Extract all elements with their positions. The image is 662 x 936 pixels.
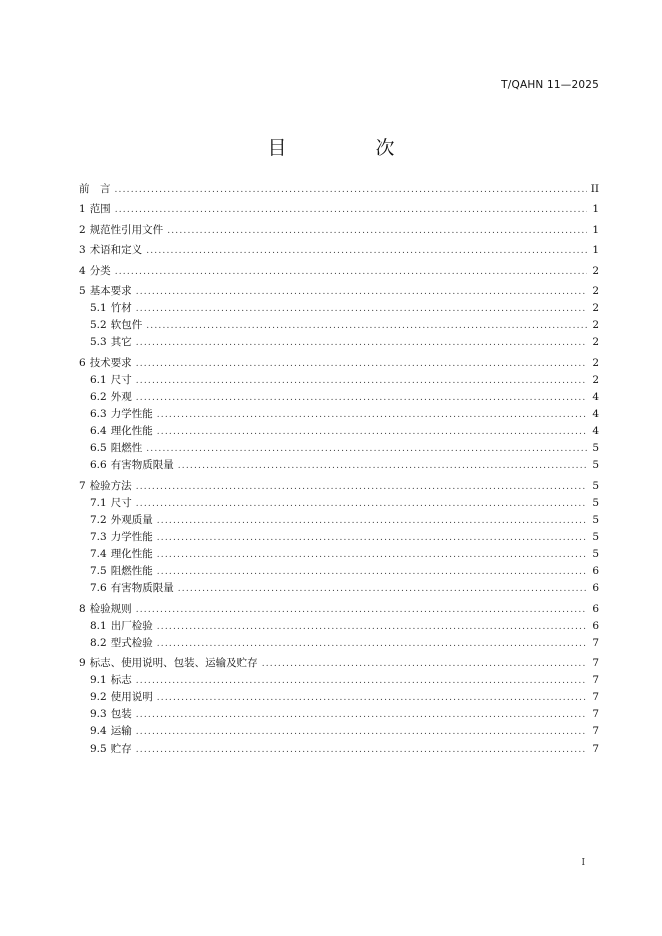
toc-page-number: 6 bbox=[592, 565, 599, 578]
toc-subentry[interactable] bbox=[79, 689, 599, 706]
toc-entry-number: 3 bbox=[79, 244, 86, 257]
toc-entry-number: 7.2 bbox=[90, 513, 107, 526]
toc-entry-title: 阻燃性 bbox=[110, 442, 143, 455]
toc-entry-label bbox=[79, 181, 111, 198]
toc-subentry[interactable] bbox=[79, 389, 599, 406]
toc-page-number: 4 bbox=[592, 390, 599, 403]
toc-entry-number: 6.6 bbox=[90, 459, 107, 472]
toc-entry-number: 7.1 bbox=[90, 496, 107, 509]
toc-page-number: 6 bbox=[592, 582, 599, 595]
toc-subentry[interactable] bbox=[79, 706, 599, 723]
toc-subentry[interactable] bbox=[79, 618, 599, 635]
toc-entry-label bbox=[79, 201, 111, 218]
toc-page-number: 5 bbox=[592, 513, 599, 526]
toc-page-number: 6 bbox=[592, 619, 599, 632]
toc-entry-label bbox=[79, 440, 142, 457]
toc-entry-label bbox=[79, 423, 153, 440]
toc-entry-number: 8 bbox=[79, 602, 86, 615]
dot-leader bbox=[136, 602, 587, 619]
toc-entry-label bbox=[79, 389, 132, 406]
toc-entry-label bbox=[79, 300, 132, 317]
toc-entry-label bbox=[79, 618, 153, 635]
toc-page-number: 1 bbox=[592, 244, 599, 257]
toc-subentry[interactable] bbox=[79, 457, 599, 474]
dot-leader bbox=[167, 223, 587, 240]
dot-leader bbox=[136, 707, 587, 724]
toc-page-number: 2 bbox=[592, 319, 599, 332]
toc-entry-label bbox=[79, 263, 111, 280]
toc-entry-label bbox=[79, 723, 132, 740]
toc-entry[interactable] bbox=[79, 478, 599, 495]
toc-page-number: 5 bbox=[592, 459, 599, 472]
toc-subentry[interactable] bbox=[79, 512, 599, 529]
toc-subentry[interactable] bbox=[79, 723, 599, 740]
toc-entry-number: 1 bbox=[79, 203, 86, 216]
dot-leader bbox=[136, 284, 587, 301]
toc-entry-title: 力学性能 bbox=[110, 530, 153, 543]
toc-entry-number: 7 bbox=[79, 479, 86, 492]
toc-subentry[interactable] bbox=[79, 317, 599, 334]
toc-subentry[interactable] bbox=[79, 635, 599, 652]
toc-entry-number: 8.1 bbox=[90, 619, 107, 632]
dot-leader bbox=[157, 690, 587, 707]
dot-leader bbox=[157, 513, 587, 530]
dot-leader bbox=[157, 564, 587, 581]
toc-page-number: 5 bbox=[592, 496, 599, 509]
dot-leader bbox=[136, 742, 587, 759]
toc-entry-title: 标志 bbox=[110, 674, 132, 687]
dot-leader bbox=[136, 373, 587, 390]
toc-entry-number: 7.5 bbox=[90, 565, 107, 578]
toc-entry-number: 6.5 bbox=[90, 442, 107, 455]
toc-page-number: 5 bbox=[592, 547, 599, 560]
toc-entry-label bbox=[79, 512, 153, 529]
toc-entry-label bbox=[79, 242, 142, 259]
toc-subentry[interactable] bbox=[79, 563, 599, 580]
toc-entry-title: 运输 bbox=[110, 725, 132, 738]
toc-entry-title: 理化性能 bbox=[110, 547, 153, 560]
toc-entry-number: 9 bbox=[79, 657, 86, 670]
dot-leader bbox=[115, 202, 587, 219]
toc-entry-title: 尺寸 bbox=[110, 373, 132, 386]
toc-entry[interactable] bbox=[79, 242, 599, 259]
dot-leader bbox=[136, 356, 587, 373]
toc-entry-title: 使用说明 bbox=[110, 691, 153, 704]
dot-leader bbox=[146, 441, 587, 458]
toc-page-number: 2 bbox=[592, 284, 599, 297]
toc-page-number: 2 bbox=[592, 373, 599, 386]
dot-leader bbox=[136, 335, 587, 352]
toc-entry-title: 理化性能 bbox=[110, 425, 153, 437]
toc-entry-title: 竹材 bbox=[110, 302, 132, 315]
toc-entry-title: 前 言 bbox=[79, 183, 111, 195]
toc-entry-number: 7.4 bbox=[90, 547, 107, 560]
toc-page-number: 5 bbox=[592, 442, 599, 455]
toc-entry-number: 8.2 bbox=[90, 636, 107, 649]
toc-entry-label bbox=[79, 706, 132, 723]
toc-page-number: 4 bbox=[592, 407, 599, 420]
toc-entry[interactable] bbox=[79, 222, 599, 239]
toc-entry-title: 术语和定义 bbox=[89, 244, 143, 257]
toc-entry-title: 贮存 bbox=[110, 742, 132, 755]
dot-leader bbox=[157, 547, 587, 564]
toc-page-number: 1 bbox=[592, 203, 599, 216]
toc-entry-title: 其它 bbox=[110, 336, 132, 349]
toc-subentry[interactable] bbox=[79, 672, 599, 689]
toc-entry-number: 6 bbox=[79, 356, 86, 369]
toc-entry-title: 力学性能 bbox=[110, 407, 153, 420]
toc-entry[interactable] bbox=[79, 283, 599, 300]
toc-entry-title: 规范性引用文件 bbox=[89, 223, 164, 236]
dot-leader bbox=[157, 530, 587, 547]
toc-subentry[interactable] bbox=[79, 546, 599, 563]
toc-page-number: 2 bbox=[592, 264, 599, 277]
toc-entry-title: 有害物质限量 bbox=[110, 582, 174, 595]
toc-page-number: 7 bbox=[592, 636, 599, 649]
toc-entry-number: 9.4 bbox=[90, 725, 107, 738]
toc-subentry[interactable] bbox=[79, 406, 599, 423]
toc-entry-title: 范围 bbox=[89, 203, 111, 216]
toc-subentry[interactable] bbox=[79, 372, 599, 389]
toc-entry-label bbox=[79, 222, 163, 239]
toc-entry-title: 基本要求 bbox=[89, 284, 132, 297]
toc-page-number: 2 bbox=[592, 336, 599, 349]
toc-page-number: 2 bbox=[592, 302, 599, 315]
dot-leader bbox=[115, 264, 587, 281]
table-of-contents bbox=[79, 181, 599, 758]
toc-entry-number: 6.1 bbox=[90, 373, 107, 386]
toc-page-number: 7 bbox=[592, 725, 599, 738]
toc-entry-label bbox=[79, 317, 142, 334]
dot-leader bbox=[178, 458, 587, 475]
toc-entry-title: 技术要求 bbox=[89, 356, 132, 369]
toc-entry[interactable] bbox=[79, 601, 599, 618]
toc-subentry[interactable] bbox=[79, 741, 599, 758]
toc-entry-label bbox=[79, 283, 132, 300]
toc-entry-title: 分类 bbox=[89, 264, 111, 277]
toc-entry-label bbox=[79, 529, 153, 546]
toc-subentry[interactable] bbox=[79, 495, 599, 512]
dot-leader bbox=[136, 479, 587, 496]
toc-entry-number: 9.3 bbox=[90, 708, 107, 721]
toc-page-number: II bbox=[590, 183, 599, 195]
toc-entry[interactable] bbox=[79, 355, 599, 372]
toc-entry-label bbox=[79, 406, 153, 423]
toc-entry-label bbox=[79, 546, 153, 563]
toc-subentry[interactable] bbox=[79, 529, 599, 546]
dot-leader bbox=[136, 390, 587, 407]
toc-entry-title: 检验规则 bbox=[89, 602, 132, 615]
toc-entry-label bbox=[79, 478, 132, 495]
toc-page-number: 7 bbox=[592, 708, 599, 721]
toc-entry-title: 有害物质限量 bbox=[110, 459, 174, 472]
dot-leader bbox=[136, 724, 587, 741]
dot-leader bbox=[146, 318, 587, 335]
toc-entry-number: 4 bbox=[79, 264, 86, 277]
toc-page-number: 2 bbox=[592, 356, 599, 369]
toc-entry[interactable] bbox=[79, 263, 599, 280]
toc-entry[interactable] bbox=[79, 655, 599, 672]
toc-subentry[interactable] bbox=[79, 334, 599, 351]
toc-entry-label bbox=[79, 334, 132, 351]
dot-leader bbox=[262, 656, 587, 673]
toc-entry-label bbox=[79, 580, 174, 597]
toc-entry-title: 尺寸 bbox=[110, 496, 132, 509]
dot-leader bbox=[157, 424, 587, 441]
toc-page-number: 6 bbox=[592, 602, 599, 615]
toc-entry-number: 5.1 bbox=[90, 302, 107, 315]
dot-leader bbox=[157, 619, 587, 636]
toc-entry-label bbox=[79, 672, 132, 689]
toc-entry-title: 型式检验 bbox=[110, 636, 153, 649]
toc-entry-number: 6.3 bbox=[90, 407, 107, 420]
toc-entry-number: 5.2 bbox=[90, 319, 107, 332]
toc-entry[interactable] bbox=[79, 201, 599, 218]
toc-subentry[interactable] bbox=[79, 440, 599, 457]
toc-entry-number: 2 bbox=[79, 223, 86, 236]
toc-subentry[interactable] bbox=[79, 580, 599, 597]
toc-entry-number: 5.3 bbox=[90, 336, 107, 349]
toc-entry-number: 9.5 bbox=[90, 742, 107, 755]
toc-entry-title: 软包件 bbox=[110, 319, 143, 332]
dot-leader bbox=[157, 407, 587, 424]
dot-leader bbox=[136, 673, 587, 690]
toc-entry-label bbox=[79, 635, 153, 652]
dot-leader bbox=[146, 243, 587, 260]
toc-entry-number: 6.2 bbox=[90, 390, 107, 403]
dot-leader bbox=[178, 581, 587, 598]
toc-entry-title: 阻燃性能 bbox=[110, 565, 153, 578]
toc-page-number: 1 bbox=[592, 223, 599, 236]
toc-subentry[interactable] bbox=[79, 423, 599, 440]
toc-entry-number: 6.4 bbox=[90, 425, 107, 437]
toc-page-number: 7 bbox=[592, 657, 599, 670]
toc-page-number: 5 bbox=[592, 479, 599, 492]
dot-leader bbox=[157, 636, 587, 653]
toc-entry-title: 检验方法 bbox=[89, 479, 132, 492]
toc-entry-label bbox=[79, 495, 132, 512]
toc-entry-label bbox=[79, 372, 132, 389]
toc-entry-label bbox=[79, 355, 132, 372]
toc-entry-label bbox=[79, 655, 258, 672]
toc-entry-title: 外观质量 bbox=[110, 513, 153, 526]
toc-entry-number: 7.6 bbox=[90, 582, 107, 595]
toc-entry-label bbox=[79, 689, 153, 706]
toc-entry-label bbox=[79, 601, 132, 618]
toc-page-number: 7 bbox=[592, 674, 599, 687]
toc-subentry[interactable] bbox=[79, 300, 599, 317]
toc-page-number: 5 bbox=[592, 530, 599, 543]
toc-entry[interactable] bbox=[79, 181, 599, 198]
toc-entry-title: 出厂检验 bbox=[110, 619, 153, 632]
toc-page-number: 4 bbox=[592, 425, 599, 437]
toc-entry-title: 外观 bbox=[110, 390, 132, 403]
toc-entry-title: 包装 bbox=[110, 708, 132, 721]
toc-page-number: 7 bbox=[592, 691, 599, 704]
page-title: 目 次 bbox=[267, 137, 430, 159]
toc-entry-number: 7.3 bbox=[90, 530, 107, 543]
toc-entry-number: 9.2 bbox=[90, 691, 107, 704]
toc-page-number: 7 bbox=[592, 742, 599, 755]
toc-entry-label bbox=[79, 563, 153, 580]
page-number: I bbox=[581, 858, 585, 868]
dot-leader bbox=[115, 182, 587, 199]
toc-entry-title: 标志、使用说明、包装、运输及贮存 bbox=[89, 657, 258, 670]
dot-leader bbox=[136, 301, 587, 318]
toc-entry-number: 5 bbox=[79, 284, 86, 297]
standard-code: T/QAHN 11—2025 bbox=[501, 79, 599, 91]
toc-entry-label bbox=[79, 457, 174, 474]
dot-leader bbox=[136, 496, 587, 513]
toc-entry-label bbox=[79, 741, 132, 758]
toc-entry-number: 9.1 bbox=[90, 674, 107, 687]
